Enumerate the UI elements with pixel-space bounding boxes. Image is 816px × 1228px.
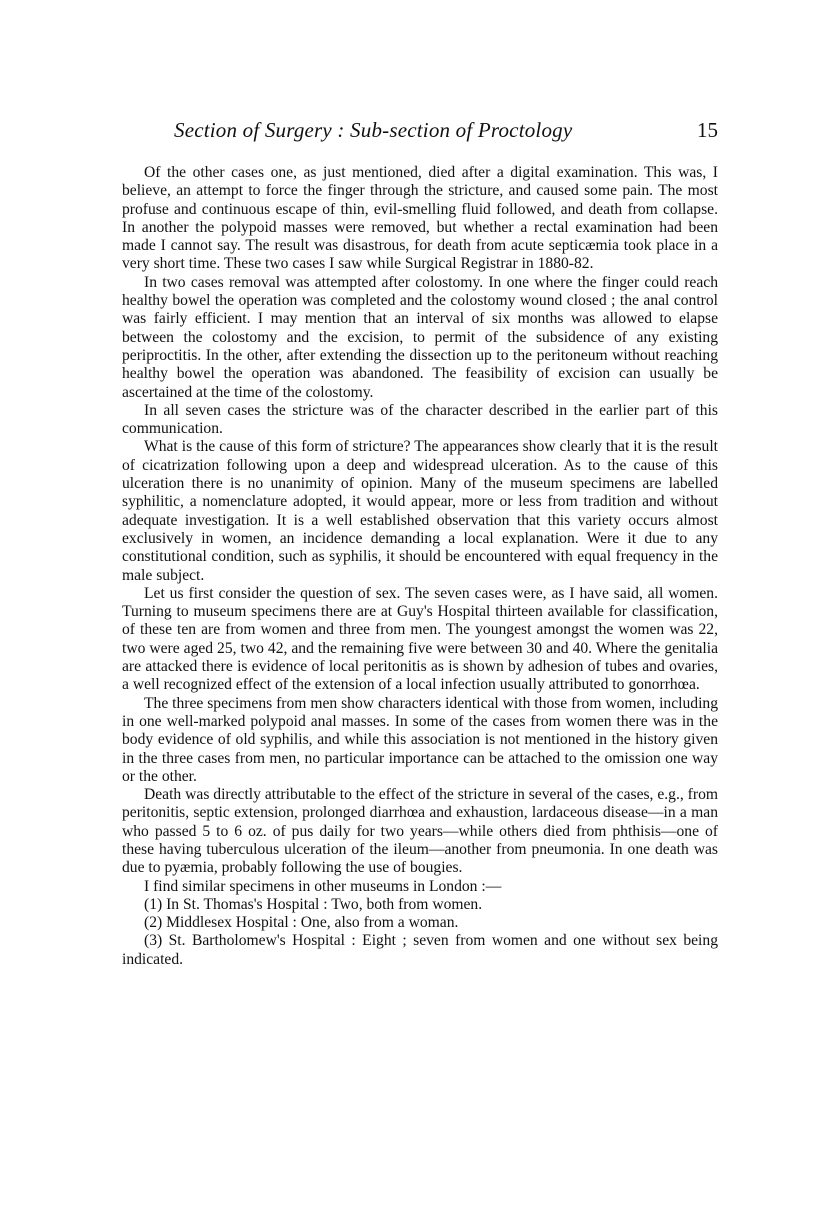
paragraph: In all seven cases the stricture was of the character described in the earlier part of this communication. <box>122 401 718 438</box>
page-header <box>122 118 718 148</box>
paragraph: In two cases removal was attempted after colostomy. In one where the finger could reach healthy bowel the operation was completed and the colostomy wound closed ; the anal control was fairly efficient. I may mention that an interval of six months was allowed to elapse between the colostomy and the excision, to permit of the subsidence of any existing periproctitis. In the other, after extending the dissection up to the peritoneum without reaching healthy bowel the operation was abandoned. The feasibility of excision can usually be ascertained at the time of the colostomy. <box>122 273 718 401</box>
paragraph: Of the other cases one, as just mentioned, died after a digital examination. This was, I believe, an attempt to force the finger through the stricture, and caused some pain. The most profuse and continuous escape of thin, evil-smelling fluid followed, and death from collapse. In another the polypoid masses were removed, but whether a rectal examination had been made I cannot say. The result was disastrous, for death from acute septicæmia took place in a very short time. These two cases I saw while Surgical Registrar in 1880-82. <box>122 164 718 273</box>
paragraph: Let us first consider the question of sex. The seven cases were, as I have said, all women. Turning to museum specimens there are at Guy's Hospital thirteen available for classification, of these ten are from women and three from men. The youngest amongst the women was 22, two were aged 25, two 42, and the remaining five were between 30 and 40. Where the genitalia are attacked there is evidence of local peritonitis as is shown by adhesion of tubes and ovaries, a well recognized effect of the extension of a local infection usually attributed to gonorrhœa. <box>122 584 718 694</box>
list-item: (3) St. Bartholomew's Hospital : Eight ; seven from women and one without sex being indicated. <box>122 932 718 968</box>
page-number: 15 <box>697 118 718 142</box>
running-title: Section of Surgery : Sub-section of Proctology <box>174 118 573 142</box>
paragraph: The three specimens from men show characters identical with those from women, including in one well-marked polypoid anal masses. In some of the cases from women there was in the body evidence of old syphilis, and while this association is not mentioned in the history given in the three cases from men, no particular importance can be attached to the omission one way or the other. <box>122 694 718 785</box>
paragraph: Death was directly attributable to the effect of the stricture in several of the cases, e.g., from peritonitis, septic extension, prolonged diarrhœa and exhaustion, lardaceous disease—in a man who passed 5 to 6 oz. of pus daily for two years—while others died from phthisis—one of these having tuberculous ulceration of the ileum—another from pneumonia. In one death was due to pyæmia, probably following the use of bougies. <box>122 786 718 877</box>
list-item: (1) In St. Thomas's Hospital : Two, both from women. <box>144 895 483 913</box>
body-text <box>122 164 718 969</box>
paragraph: What is the cause of this form of stricture? The appearances show clearly that it is the result of cicatrization following upon a deep and widespread ulceration. As to the cause of this ulceration there is no unanimity of opinion. Many of the museum specimens are labelled syphilitic, a nomenclature adopted, it would appear, more or less from tradition and without adequate investigation. It is a well established observation that this variety occurs almost exclusively in women, an incidence demanding a local explanation. Were it due to any constitutional condition, such as syphilis, it should be encountered with equal frequency in the male subject. <box>122 438 718 584</box>
paragraph: I find similar specimens in other museums in London :— <box>144 877 502 895</box>
list-item: (2) Middlesex Hospital : One, also from a woman. <box>144 914 459 932</box>
